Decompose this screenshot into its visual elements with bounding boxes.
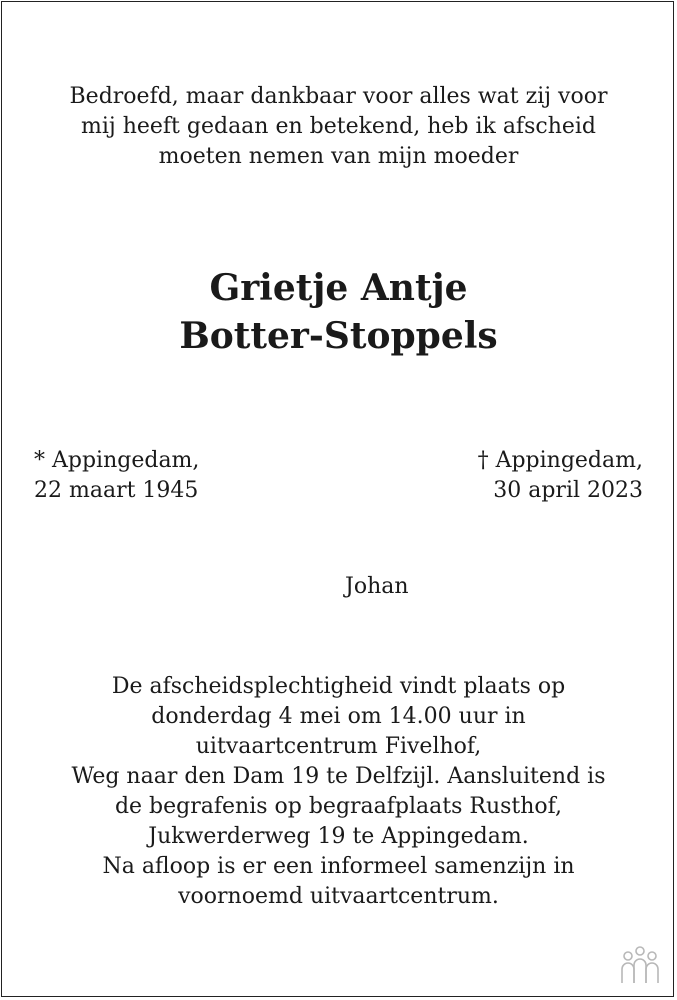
people-group-icon	[617, 945, 663, 985]
deceased-name	[20, 264, 657, 360]
signer-name: Johan	[345, 574, 409, 599]
intro-line: moeten nemen van mijn moeder	[158, 144, 519, 169]
ceremony-line: uitvaartcentrum Fivelhof,	[195, 734, 482, 759]
ceremony-line: Weg naar den Dam 19 te Delfzijl. Aansluitend is	[71, 764, 606, 789]
deceased-given-names: Grietje Antje	[209, 267, 468, 309]
ceremony-details	[20, 672, 657, 912]
death-info	[478, 446, 643, 506]
ceremony-line: de begrafenis op begraafplaats Rusthof,	[114, 794, 563, 819]
birth-date: 22 maart 1945	[34, 478, 199, 503]
ceremony-line: voornoemd uitvaartcentrum.	[178, 884, 499, 909]
birth-info	[34, 446, 199, 506]
death-place: † Appingedam,	[477, 448, 643, 473]
intro-line: mij heeft gedaan en betekend, heb ik afscheid	[80, 114, 596, 139]
intro-line: Bedroefd, maar dankbaar voor alles wat zij voor	[69, 84, 608, 109]
ceremony-line: De afscheidsplechtigheid vindt plaats op	[111, 674, 566, 699]
ceremony-line: donderdag 4 mei om 14.00 uur in	[151, 704, 526, 729]
birth-place: * Appingedam,	[34, 448, 200, 473]
ceremony-line: Jukwerderweg 19 te Appingedam.	[148, 824, 529, 849]
death-date: 30 april 2023	[493, 478, 643, 503]
intro-text	[20, 82, 657, 172]
deceased-surname: Botter-Stoppels	[179, 315, 498, 357]
ceremony-line: Na afloop is er een informeel samenzijn in	[102, 854, 575, 879]
